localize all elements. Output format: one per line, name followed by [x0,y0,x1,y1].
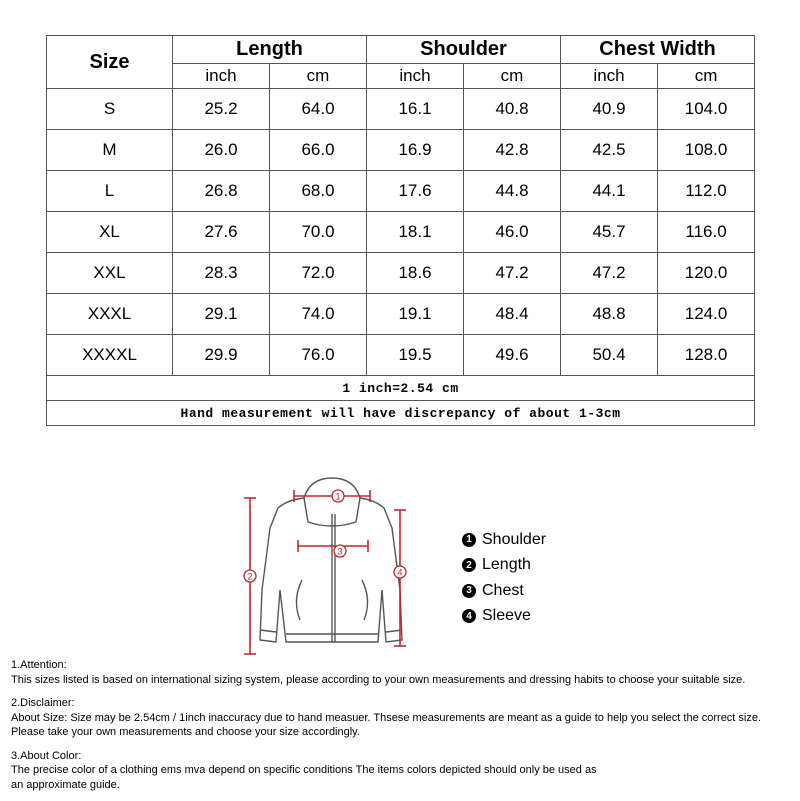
measurement-cell: 45.7 [561,212,658,253]
table-row [47,212,755,253]
measurement-cell: 26.0 [173,130,270,171]
note-line: About Size: Size may be 2.54cm / 1inch inaccuracy due to hand measuer. Thsese measurements are meant as a guide to help you select the correct size. [11,711,762,724]
measurement-cell: 112.0 [658,171,755,212]
table-row [47,294,755,335]
legend-number: 4 [462,609,476,623]
note-line: This sizes listed is based on international sizing system, please according to your own measurements and dressing habits to choose your suitable size. [11,673,746,686]
measurement-lines [244,490,406,654]
measurement-cell: 44.1 [561,171,658,212]
table-header-row [47,36,755,64]
note-line: The precise color of a clothing ems mva depend on specific conditions The items colors depicted should only be used as [11,764,597,776]
legend-number: 2 [462,558,476,572]
note-line: Please take your own measurements and choose your size accordingly. [11,726,360,738]
measurement-cell: 19.1 [367,294,464,335]
legend-number: 3 [462,584,476,598]
size-chart-table [46,35,755,426]
svg-text:4: 4 [397,567,403,578]
header-chest-width: Chest Width [561,36,755,64]
svg-text:3: 3 [337,546,343,557]
marker-shoulder [332,490,344,502]
measurement-cell: 26.8 [173,171,270,212]
note-about-color [11,749,796,793]
measurement-cell: 128.0 [658,335,755,376]
measurement-cell: 16.1 [367,89,464,130]
legend-number: 1 [462,533,476,547]
measurement-cell: 124.0 [658,294,755,335]
conversion-note: 1 inch=2.54 cm [47,376,755,401]
jacket-outline [260,478,402,642]
unit-header: inch [561,64,658,89]
marker-chest [334,545,346,557]
table-row [47,171,755,212]
size-label-cell: XXXL [47,294,173,335]
unit-header: inch [367,64,464,89]
measurement-cell: 28.3 [173,253,270,294]
header-shoulder: Shoulder [367,36,561,64]
table-row [47,335,755,376]
measurement-cell: 18.6 [367,253,464,294]
measurement-cell: 47.2 [464,253,561,294]
legend-label: Sleeve [482,607,531,625]
measurement-cell: 48.4 [464,294,561,335]
measurement-cell: 46.0 [464,212,561,253]
measurement-cell: 44.8 [464,171,561,212]
marker-length [244,570,256,582]
measurement-cell: 76.0 [270,335,367,376]
measurement-cell: 16.9 [367,130,464,171]
size-label-cell: L [47,171,173,212]
note-title: 3.About Color: [11,749,82,762]
measurement-cell: 116.0 [658,212,755,253]
measurement-cell: 49.6 [464,335,561,376]
discrepancy-note-row [47,401,755,426]
unit-header: cm [270,64,367,89]
measurement-cell: 72.0 [270,253,367,294]
measurement-cell: 66.0 [270,130,367,171]
measurement-cell: 29.9 [173,335,270,376]
measurement-cell: 70.0 [270,212,367,253]
legend-item-shoulder [462,527,546,553]
note-attention [11,658,796,687]
legend-label: Length [482,556,531,574]
measurement-cell: 29.1 [173,294,270,335]
measurement-cell: 48.8 [561,294,658,335]
jacket-measurement-diagram [232,470,422,662]
notes-section [11,658,796,801]
measurement-cell: 40.9 [561,89,658,130]
svg-text:1: 1 [335,491,341,502]
table-body [47,89,755,376]
measurement-cell: 64.0 [270,89,367,130]
measurement-cell: 18.1 [367,212,464,253]
discrepancy-note: Hand measurement will have discrepancy of about 1-3cm [47,401,755,426]
measurement-cell: 42.5 [561,130,658,171]
measurement-cell: 74.0 [270,294,367,335]
table-row [47,89,755,130]
size-label-cell: M [47,130,173,171]
unit-header: cm [658,64,755,89]
measurement-cell: 120.0 [658,253,755,294]
header-length: Length [173,36,367,64]
svg-text:2: 2 [247,571,253,582]
size-label-cell: XXL [47,253,173,294]
note-title: 2.Disclaimer: [11,697,75,709]
legend-item-chest [462,578,546,604]
measurement-cell: 68.0 [270,171,367,212]
conversion-note-row [47,376,755,401]
note-line: an approximate guide. [11,778,120,791]
legend-label: Shoulder [482,530,547,548]
table-row [47,253,755,294]
legend-item-sleeve [462,604,546,630]
measurement-cell: 104.0 [658,89,755,130]
size-label-cell: XXXXL [47,335,173,376]
measurement-cell: 40.8 [464,89,561,130]
table-row [47,130,755,171]
measurement-legend [462,527,546,629]
note-title: 1.Attention: [11,659,67,671]
unit-header: cm [464,64,561,89]
measurement-cell: 42.8 [464,130,561,171]
note-disclaimer [11,696,796,740]
measurement-cell: 17.6 [367,171,464,212]
measurement-cell: 47.2 [561,253,658,294]
unit-header: inch [173,64,270,89]
measurement-cell: 50.4 [561,335,658,376]
legend-item-length [462,553,546,579]
size-label-cell: S [47,89,173,130]
marker-sleeve [394,566,406,578]
legend-label: Chest [482,581,524,599]
header-size: Size [47,36,173,89]
measurement-cell: 108.0 [658,130,755,171]
measurement-cell: 25.2 [173,89,270,130]
size-label-cell: XL [47,212,173,253]
measurement-cell: 19.5 [367,335,464,376]
measurement-cell: 27.6 [173,212,270,253]
